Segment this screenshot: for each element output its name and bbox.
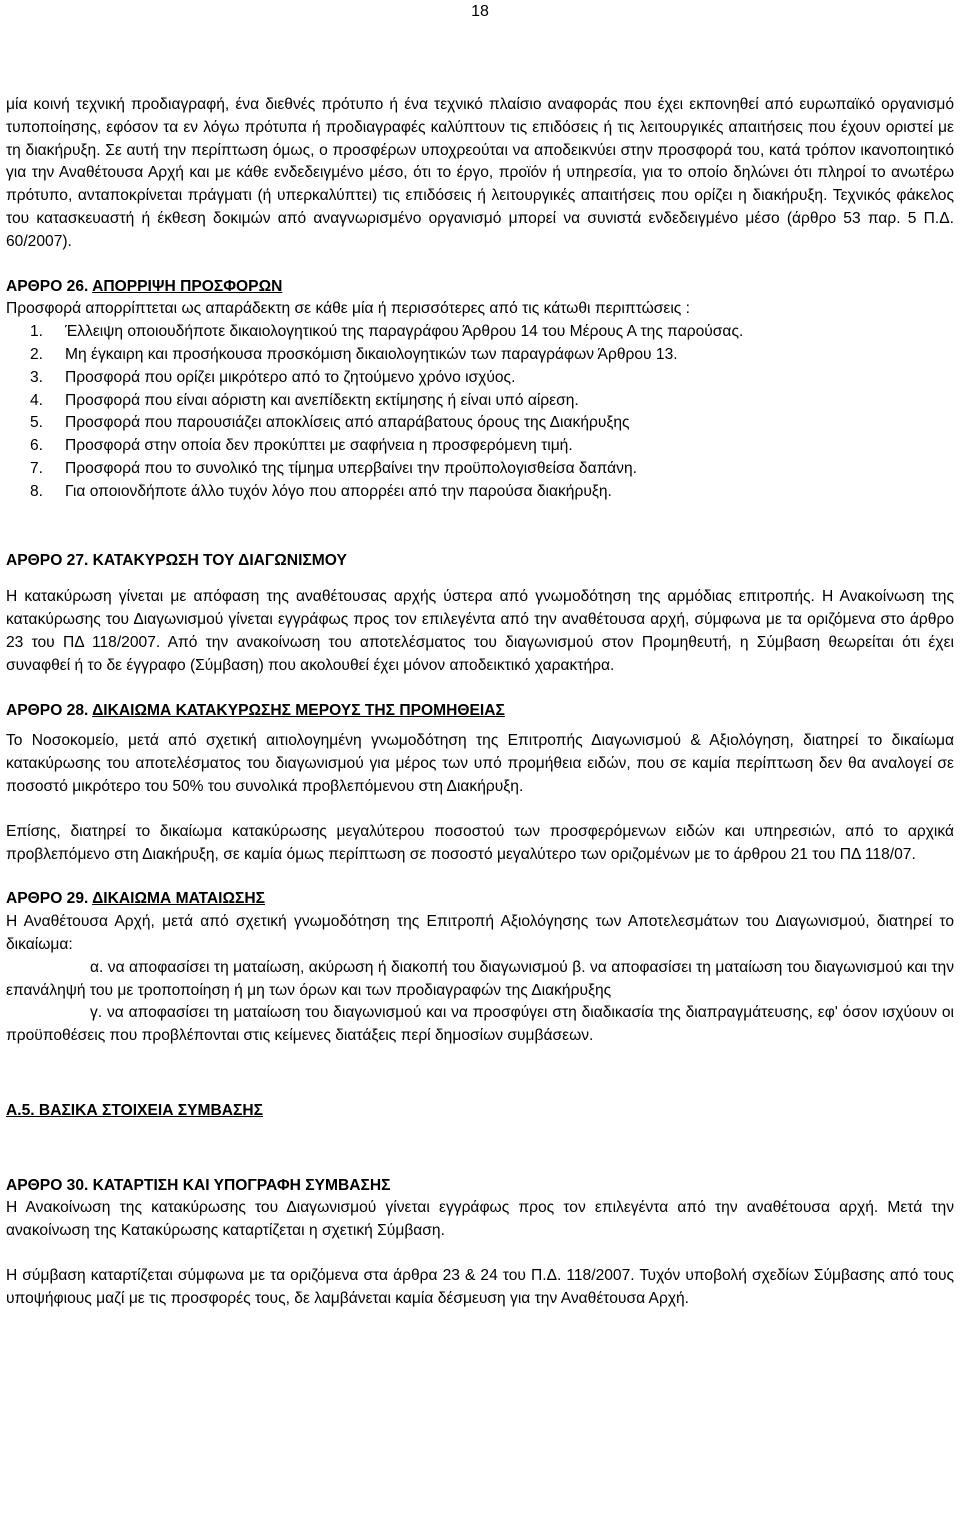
article-29-item-c: γ. να αποφασίσει τη ματαίωση του διαγωνισμού και να προσφύγει στη διαδικασία της διαπραγμάτευσης, εφ' όσον ισχύουν οι προϋποθέσεις που προβλέπονται στις κείμενες διατάξεις περί δημοσίων συμβάσεων. (6, 1004, 954, 1045)
document-body (6, 94, 954, 1311)
list-item-text: Προσφορά που παρουσιάζει αποκλίσεις από απαράβατους όρους της Διακήρυξης (65, 414, 630, 432)
article-26-intro: Προσφορά απορρίπτεται ως απαράδεκτη σε κάθε μία ή περισσότερες από τις κάτωθι περιπτώσεις : (6, 300, 690, 318)
list-item-text: Για οποιονδήποτε άλλο τυχόν λόγο που απορρέει από την παρούσα διακήρυξη. (65, 482, 612, 500)
article-28-title: ΔΙΚΑΙΩΜΑ ΚΑΤΑΚΥΡΩΣΗΣ ΜΕΡΟΥΣ ΤΗΣ ΠΡΟΜΗΘΕΙΑΣ (92, 701, 505, 719)
article-30-paragraph-1: Η Ανακοίνωση της κατακύρωσης του Διαγωνισμού γίνεται εγγράφως προς τον επιλεγέντα από την αναθέτουσα αρχή. Μετά την ανακοίνωση της Κατακύρωσης καταρτίζεται η σχετική Σύμβαση. (6, 1199, 954, 1240)
list-item-text: Προσφορά που το συνολικό της τίμημα υπερβαίνει την προϋπολογισθείσα δαπάνη. (65, 459, 637, 477)
list-item-number: 6. (30, 437, 44, 455)
article-28-paragraph-1: Το Νοσοκομείο, μετά από σχετική αιτιολογημένη γνωμοδότηση της Επιτροπής Διαγωνισμού & Αξιολόγηση, διατηρεί το δικαίωμα κατακύρωσης του αποτελέσματος του διαγωνισμού για μέρος των υπό προμήθεια ειδών, που σε καμία περίπτωση δεν θα αναλογεί σε ποσοστό μικρότερο του 50% του συνολικά προβλεπόμενου στη Διακήρυξη. (6, 732, 954, 795)
article-29-number: ΑΡΘΡΟ 29. (6, 890, 93, 908)
section-a5-heading: Α.5. ΒΑΣΙΚΑ ΣΤΟΙΧΕΙΑ ΣΥΜΒΑΣΗΣ (6, 1101, 264, 1119)
article-29-title: ΔΙΚΑΙΩΜΑ ΜΑΤΑΙΩΣΗΣ (92, 890, 265, 908)
list-item-text: Μη έγκαιρη και προσήκουσα προσκόμιση δικαιολογητικών των παραγράφων Άρθρου 13. (65, 345, 678, 363)
list-item-number: 7. (30, 459, 44, 477)
article-29-heading (6, 888, 954, 911)
list-item-number: 4. (30, 391, 44, 409)
list-item (6, 435, 954, 458)
list-item-text: Προσφορά στην οποία δεν προκύπτει με σαφήνεια η προσφερόμενη τιμή. (65, 437, 573, 455)
list-item-text: Προσφορά που είναι αόριστη και ανεπίδεκτη εκτίμησης ή είναι υπό αίρεση. (65, 391, 579, 409)
article-29-item-a: α. να αποφασίσει τη ματαίωση, ακύρωση ή διακοπή του διαγωνισμού β. να αποφασίσει τη ματαίωση του διαγωνισμού και την επανάληψή του με τροποποίηση ή μη των όρων και των προδιαγραφών της Διακήρυξης (6, 958, 954, 999)
rejection-reasons-list (6, 321, 954, 503)
list-item-number: 3. (30, 368, 44, 386)
article-28-paragraph-2: Επίσης, διατηρεί το δικαίωμα κατακύρωσης μεγαλύτερου ποσοστού των προσφερόμενων ειδών και υπηρεσιών, από το αρχικά προβλεπόμενο στη Διακήρυξη, σε καμία όμως περίπτωση σε ποσοστό μεγαλύτερο των οριζομένων με το άρθρου 21 του ΠΔ 118/07. (6, 822, 954, 863)
list-item (6, 458, 954, 481)
article-27-body: Η κατακύρωση γίνεται με απόφαση της αναθέτουσας αρχής ύστερα από γνωμοδότηση της αρμόδιας επιτροπής. Η Ανακοίνωση της κατακύρωσης του Διαγωνισμού γίνεται εγγράφως προς τον επιλεγέντα από την αναθέτουσα αρχή, σύμφωνα με τα οριζόμενα στο άρθρο 23 του ΠΔ 118/2007. Από την ανακοίνωση του αποτελέσματος του διαγωνισμού στον Προμηθευτή, η Σύμβαση θεωρείται ότι έχει συναφθεί ή το δε έγγραφο (Σύμβαση) που ακολουθεί έχει μόνον αποδεικτικό χαρακτήρα. (6, 588, 954, 674)
list-item-number: 5. (30, 414, 44, 432)
article-30-paragraph-2: Η σύμβαση καταρτίζεται σύμφωνα με τα οριζόμενα στα άρθρα 23 & 24 του Π.Δ. 118/2007. Τυχόν υποβολή σχεδίων Σύμβασης από τους υποψήφιους μαζί με τις προσφορές τους, δε λαμβάνεται καμία δέσμευση για την Αναθέτουσα Αρχή. (6, 1267, 954, 1307)
list-item (6, 367, 954, 390)
list-item-number: 1. (30, 323, 44, 341)
list-item (6, 481, 954, 504)
list-item-number: 8. (30, 482, 44, 500)
list-item (6, 412, 954, 435)
page-number: 18 (471, 3, 489, 20)
article-29-intro: Η Αναθέτουσα Αρχή, μετά από σχετική γνωμοδότηση της Επιτροπή Αξιολόγησης των Αποτελεσμάτων του Διαγωνισμού, διατηρεί το δικαίωμα: (6, 913, 954, 953)
article-27-heading: ΑΡΘΡΟ 27. ΚΑΤΑΚΥΡΩΣΗ ΤΟΥ ΔΙΑΓΩΝΙΣΜΟΥ (6, 551, 347, 569)
article-28-number: ΑΡΘΡΟ 28. (6, 701, 93, 719)
list-item-text: Προσφορά που ορίζει μικρότερο από το ζητούμενο χρόνο ισχύος. (65, 368, 516, 386)
article-26-title: ΑΠΟΡΡΙΨΗ ΠΡΟΣΦΟΡΩΝ (92, 277, 283, 295)
list-item-number: 2. (30, 345, 44, 363)
list-item (6, 344, 954, 367)
list-item (6, 390, 954, 413)
article-26-heading (6, 276, 954, 299)
list-item-text: Έλλειψη οποιουδήποτε δικαιολογητικού της παραγράφου Άρθρου 14 του Μέρους Α της παρούσας. (65, 323, 744, 341)
article-30-heading: ΑΡΘΡΟ 30. ΚΑΤΑΡΤΙΣΗ ΚΑΙ ΥΠΟΓΡΑΦΗ ΣΥΜΒΑΣΗΣ (6, 1176, 391, 1194)
article-26-number: ΑΡΘΡΟ 26. (6, 277, 93, 295)
intro-paragraph: μία κοινή τεχνική προδιαγραφή, ένα διεθνές πρότυπο ή ένα τεχνικό πλαίσιο αναφοράς που έχει εκπονηθεί από ευρωπαϊκό οργανισμό τυποποίησης, εφόσον τα εν λόγω πρότυπα ή προδιαγραφές καλύπτουν τις επιδόσεις ή τις λειτουργικές απαιτήσεις που έχουν οριστεί με τη διακήρυξη. Σε αυτή την περίπτωση όμως, ο προσφέρων υποχρεούται να αποδεικνύει στην προσφορά του, κατά τρόπον ικανοποιητικό για την Αναθέτουσα Αρχή και με κάθε ενδεδειγμένο μέσο, ότι το έργο, προϊόν ή υπηρεσία, για το οποίο δηλώνει ότι πληροί το ανωτέρω πρότυπο, ανταποκρίνεται πράγματι (ή υπερκαλύπτει) τις επιδόσεις ή λειτουργικές απαιτήσεις που ορίζει η διακήρυξη. Τεχνικός φάκελος του κατασκευαστή ή έκθεση δοκιμών από αναγνωρισμένο οργανισμό μπορεί να συνιστά ενδεδειγμένο μέσο (άρθρο 53 παρ. 5 Π.Δ. 60/2007). (6, 96, 954, 250)
list-item (6, 321, 954, 344)
article-28-heading (6, 700, 954, 723)
